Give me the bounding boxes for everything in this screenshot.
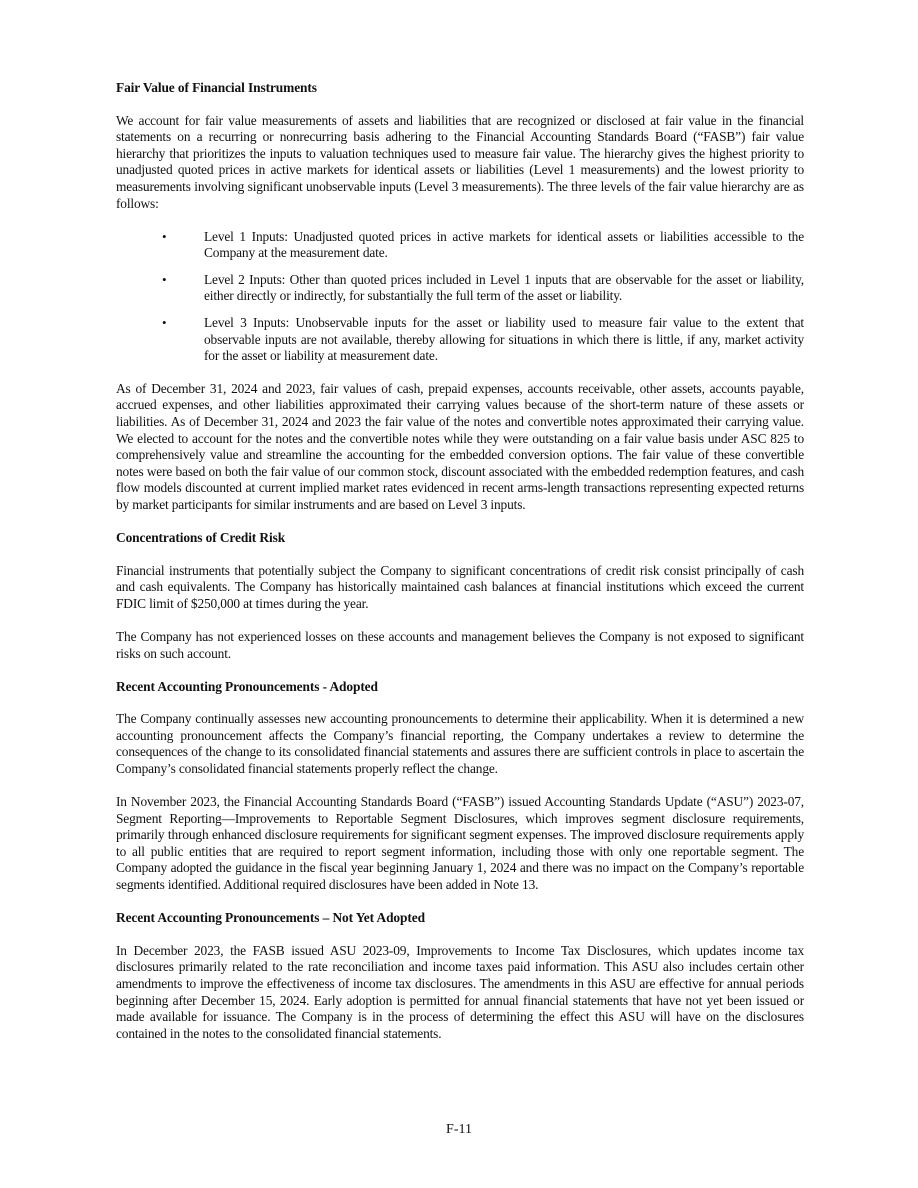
paragraph: The Company continually assesses new accounting pronouncements to determine their applicability. When it is determined a new accounting pronouncement affects the Company’s financial reporting, the Company undertakes a review to determine the consequences of the change to its consolidated financial statements and assures there are sufficient controls in place to ascertain the Company’s consolidated financial statements properly reflect the change.: [116, 711, 804, 776]
section-heading: Concentrations of Credit Risk: [116, 530, 286, 546]
paragraph: Financial instruments that potentially subject the Company to significant concentrations of credit risk consist principally of cash and cash equivalents. The Company has historically maintained cash balances at financial institutions which exceed the current FDIC limit of $250,000 at times during the year.: [116, 562, 804, 611]
paragraph: In November 2023, the Financial Accounting Standards Board (“FASB”) issued Accounting Standards Update (“ASU”) 2023-07, Segment Reporting—Improvements to Reportable Segment Disclosures, which improves segment disclosure requirements, primarily through enhanced disclosure requirements for significant segment expenses. The improved disclosure requirements apply to all public entities that are required to report segment information, including those with only one reportable segment. The Company adopted the guidance in the fiscal year beginning January 1, 2024 and there was no impact on the Company’s reportable segments identified. Additional required disclosures have been added in Note 13.: [116, 794, 804, 893]
section-credit-risk: [116, 530, 804, 662]
paragraph: The Company has not experienced losses on these accounts and management believes the Company is not exposed to significant risks on such account.: [116, 628, 804, 661]
paragraph: In December 2023, the FASB issued ASU 2023-09, Improvements to Income Tax Disclosures, which updates income tax disclosures primarily related to the rate reconciliation and income taxes paid information. This ASU also includes certain other amendments to improve the effectiveness of income tax disclosures. The amendments in this ASU are effective for annual periods beginning after December 15, 2024. Early adoption is permitted for annual financial statements that have not yet been issued or made available for issuance. The Company is in the process of determining the effect this ASU will have on the disclosures contained in the notes to the consolidated financial statements.: [116, 942, 804, 1041]
bullet-icon: •: [162, 315, 167, 331]
list-item-level-1: [116, 229, 804, 262]
section-pronouncements-adopted: [116, 679, 804, 894]
fair-value-hierarchy-list: [116, 229, 804, 365]
section-heading: Fair Value of Financial Instruments: [116, 80, 317, 95]
document-page: [116, 80, 804, 1059]
section-heading: Recent Accounting Pronouncements - Adopted: [116, 678, 378, 694]
list-item-level-3: [116, 315, 804, 365]
bullet-icon: •: [162, 228, 167, 244]
bullet-icon: •: [162, 271, 167, 287]
list-item-text: Level 2 Inputs: Other than quoted prices included in Level 1 inputs that are observable for the asset or liability, either directly or indirectly, for substantially the full term of the asset or liability.: [204, 271, 804, 304]
section-pronouncements-not-yet-adopted: [116, 910, 804, 1042]
list-item-level-2: [116, 272, 804, 305]
section-heading: Recent Accounting Pronouncements – Not Yet Adopted: [116, 910, 425, 926]
list-item-text: Level 3 Inputs: Unobservable inputs for the asset or liability used to measure fair value to the extent that observable inputs are not available, thereby allowing for situations in which there is little, if any, market activity for the asset or liability at measurement date.: [204, 315, 804, 364]
paragraph: We account for fair value measurements of assets and liabilities that are recognized or disclosed at fair value in the financial statements on a recurring or nonrecurring basis adhering to the Financial Accounting Standards Board (“FASB”) fair value hierarchy that prioritizes the inputs to valuation techniques used to measure fair value. The hierarchy gives the highest priority to unadjusted quoted prices in active markets for identical assets or liabilities (Level 1 measurements) and the lowest priority to measurements involving significant unobservable inputs (Level 3 measurements). The three levels of the fair value hierarchy are as follows:: [116, 112, 804, 211]
paragraph: As of December 31, 2024 and 2023, fair values of cash, prepaid expenses, accounts receivable, other assets, accounts payable, accrued expenses, and other liabilities approximated their carrying values because of the short-term nature of these assets or liabilities. As of December 31, 2024 and 2023 the fair value of the notes and convertible notes approximated their carrying value. We elected to account for the notes and the convertible notes while they were outstanding on a fair value basis under ASC 825 to comprehensively value and streamline the accounting for the embedded conversion options. The fair value of these convertible notes were based on both the fair value of our common stock, discount associated with the embedded redemption features, and cash flow models discounted at current implied market rates evidenced in recent arms-length transactions representing expected returns by market participants for similar instruments and are based on Level 3 inputs.: [116, 380, 804, 512]
section-fair-value: [116, 80, 804, 514]
list-item-text: Level 1 Inputs: Unadjusted quoted prices in active markets for identical assets or liabilities accessible to the Company at the measurement date.: [204, 228, 804, 261]
page-number: F-11: [446, 1122, 472, 1137]
